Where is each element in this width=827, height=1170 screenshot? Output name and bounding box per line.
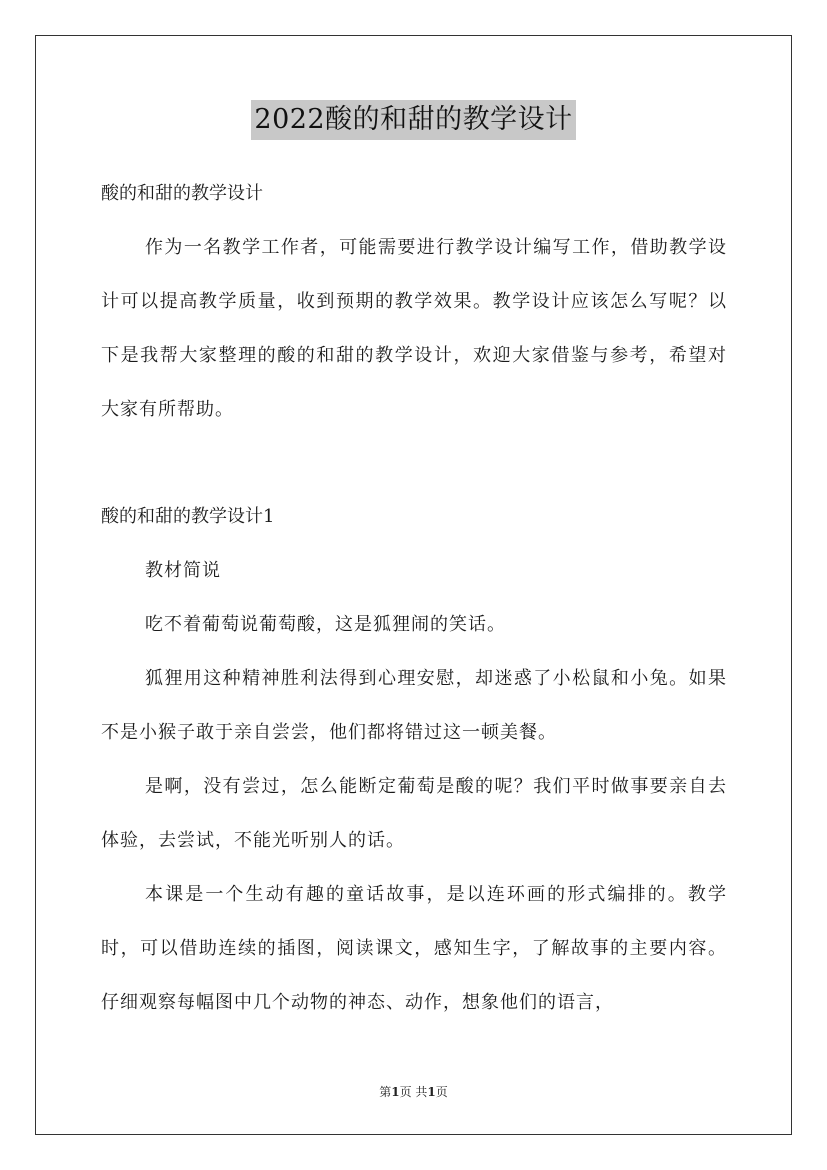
paragraph-grape: 吃不着葡萄说葡萄酸，这是狐狸闹的笑话。 — [145, 614, 506, 635]
subtitle: 酸的和甜的教学设计 — [101, 183, 263, 204]
page-footer — [0, 1082, 827, 1102]
footer-middle: 页 共 — [399, 1085, 428, 1099]
document-title: 2022酸的和甜的教学设计 — [251, 100, 575, 140]
paragraph-experience: 是啊，没有尝过，怎么能断定葡萄是酸的呢？我们平时做事要亲自去体验，去尝试，不能光听别人的话。 — [101, 776, 727, 851]
intro-paragraph: 作为一名教学工作者，可能需要进行教学设计编写工作，借助教学设计可以提高教学质量，收到预期的教学效果。教学设计应该怎么写呢？以下是我帮大家整理的酸的和甜的教学设计，欢迎大家借鉴与参考，希望对大家有所帮助。 — [101, 237, 727, 420]
footer-suffix: 页 — [435, 1085, 448, 1099]
footer-prefix: 第 — [379, 1085, 392, 1099]
section-gap — [101, 437, 727, 490]
paragraph-material: 教材简说 — [145, 560, 221, 581]
paragraph-lesson: 本课是一个生动有趣的童话故事，是以连环画的形式编排的。教学时，可以借助连续的插图，阅读课文，感知生字，了解故事的主要内容。仔细观察每幅图中几个动物的神态、动作，想象他们的语言， — [101, 884, 727, 1013]
document-body — [101, 167, 727, 1030]
footer-page-number: 1 — [391, 1085, 400, 1099]
paragraph-fox: 狐狸用这种精神胜利法得到心理安慰，却迷惑了小松鼠和小兔。如果不是小猴子敢于亲自尝尝，他们都将错过这一顿美餐。 — [101, 668, 727, 743]
section-heading: 酸的和甜的教学设计1 — [101, 506, 275, 527]
title-container — [0, 100, 827, 140]
footer-total-pages: 1 — [427, 1085, 436, 1099]
